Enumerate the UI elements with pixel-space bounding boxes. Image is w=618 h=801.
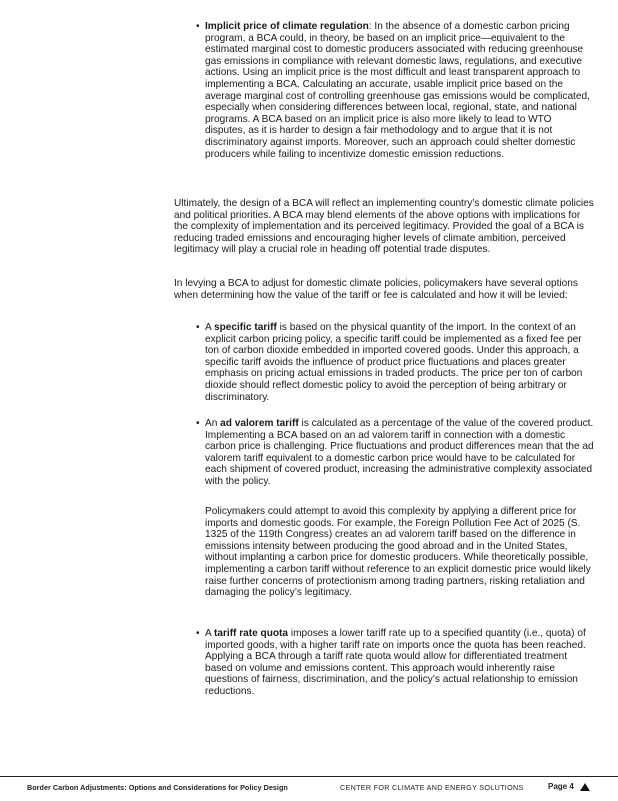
bullet-text: is based on the physical quantity of the import. In the context of an explicit carbon pricing policy, a specific tariff could be implemented as a fixed fee per ton of carbon dioxide embedded in imported covered goods. Under this approach, a specific tariff avoids the influence of product price fluctuations and places greater emphasis on pricing actual emissions in traded products. The price per ton of carbon dioxide should reflect domestic policy to avoid the perception of being arbitrary or discriminatory. [205,322,583,403]
footer-document-title: Border Carbon Adjustments: Options and Considerations for Policy Design [27,783,288,792]
paragraph-ultimately: Ultimately, the design of a BCA will reflect an implementing country’s domestic climate policies and political priorities. A BCA may blend elements of the above options with implications for the complexity of implementation and its perceived legitimacy. Provided the goal of a BCA is reducing traded emissions and encouraging higher levels of climate ambition, perceived legitimacy will play a crucial role in heading off potential trade disputes. [174,198,594,256]
bullet-text: is calculated as a percentage of the value of the covered product. Implementing a BCA based on an ad valorem tariff in connection with a domestic carbon price is challenging. Price fluctuations and product differences mean that the ad valorem tariff equivalent to a domestic carbon price would have to be calculated for each shipment of covered product, increasing the administrative complexity associated with the policy. [205,418,594,487]
bullet-text: imposes a lower tariff rate up to a specified quantity (i.e., quota) of imported goods, with a higher tariff rate on imports once the quota has been reached. Applying a BCA through a tariff rate quota would allow for differentiated treatment based on volume and emissions content. This approach would inherently raise questions of fairness, discrimination, and the policy’s actual relationship to emission reductions. [205,628,586,697]
bullet-tariff-rate-quota [196,628,595,698]
page-footer [0,776,618,801]
bullet-dot: • [196,628,200,639]
bullet-continuation: Policymakers could attempt to avoid this complexity by applying a different price for imports and domestic goods. For example, the Foreign Pollution Fee Act of 2025 (S. 1325 of the 119th Congress) creates an ad valorem tariff based on the difference in emissions intensity between producing the good abroad and in the United States, without implanting a carbon price for domestic producers. While theoretically possible, implementing a carbon tariff without reference to an explicit domestic price would likely raise further concerns of protectionism among trading partners, risking retaliation and damaging the policy’s legitimacy. [205,506,591,599]
paragraph-levying: In levying a BCA to adjust for domestic climate policies, policymakers have several options when determining how the value of the tariff or fee is calculated and how it will be levied: [174,278,578,301]
bullet-dot: • [196,322,200,333]
bullet-term: tariff rate quota [213,628,289,639]
bullet-dot: • [196,418,200,429]
up-arrow-icon[interactable] [580,783,590,791]
bullet-prefix: A [205,322,214,333]
footer-page-number: Page 4 [548,782,574,791]
bullet-prefix: A [205,628,214,639]
bullet-dot: • [196,21,200,32]
footer-organization: CENTER FOR CLIMATE AND ENERGY SOLUTIONS [340,783,524,792]
bullet-implicit-price [196,21,593,160]
bullet-ad-valorem-tariff [196,418,595,488]
bullet-term: ad valorem tariff [220,418,299,429]
bullet-specific-tariff [196,322,595,403]
bullet-prefix: An [205,418,221,429]
bullet-term: specific tariff [213,322,277,333]
bullet-text: : In the absence of a domestic carbon pricing program, a BCA could, in theory, be based on an implicit price—equivalent to the estimated marginal cost to domestic producers associated with reducing greenhouse gas emissions in compliance with relevant domestic laws, regulations, and executive actions. Using an implicit price is the most difficult and least transparent approach to implementing a BCA. Calculating an accurate, usable implicit price based on the average marginal cost of controlling greenhouse gas emissions would be complicated, especially when considering differences between local, regional, state, and national programs. A BCA based on an implicit price is also more likely to lead to WTO disputes, as it is harder to design a fair methodology and to argue that it is not discriminatory against imports. Moreover, such an approach could shelter domestic producers while failing to incentivize domestic emission reductions. [205,21,590,160]
bullet-term: Implicit price of climate regulation [205,21,369,32]
